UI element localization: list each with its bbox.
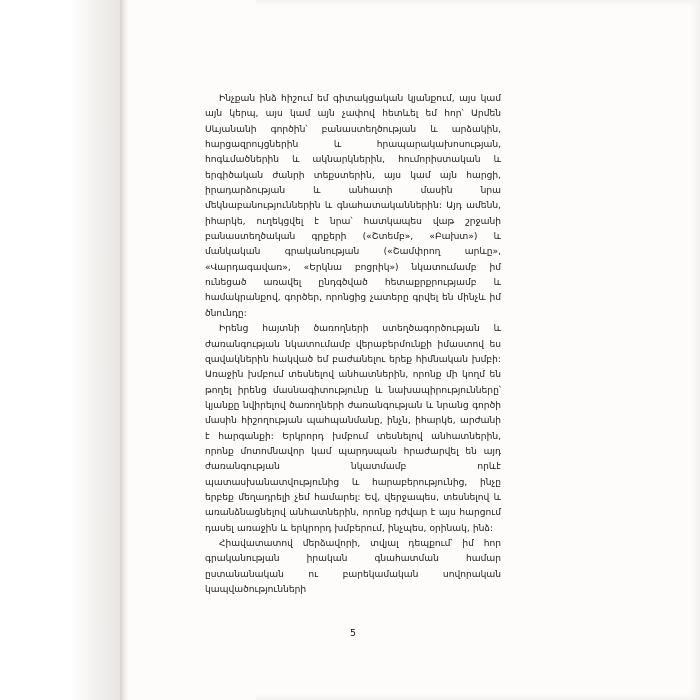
paragraph: Հիավատատով մերձավորի, տվյալ դեպքում՝ իմ հոր գրականության իրական գնահատման համար ըստանանական ու բարեկամական սովորական կապվածությունների: [205, 538, 501, 595]
paragraph: Իրենց հայտնի ծառողների ստեղծագործության և ժառանգության նկատումամբ վերաբերմունքի իմաստով ես զավակներին հակված եմ բաժանելու երեք հիմնական խմբի: Առաջին խմբում տեսնելով անհատներին, որոնք մի կողմ են թողել իրենց մասնագիտությունը և նախապիրությունները՝ կյանքը նվիրելով ծառողների ժառանգության և նրանց գործի մասին հիշողության պահպանմանը, ինչն, իհարկե, արժանի է հարգանքի: Երկրորդ խմբում տեսնելով անհատներին, որոնք մոտոմնավոր կամ պարդսպան հրաժարվել են այդ ժառանգության նկատմամբ որևէ պատասխանատվությունից և հարաբերությունից, ինչը երբեք մեղադրելի չեմ համարել: Եվ, վերջապես, տեսնելով և առանձնացնելով անհատներին, որոնք դժվար է այս հարցում դասել առաջին և երկրորդ խմբերում, ինչպես, օրինակ, ինձ:: [205, 324, 501, 534]
page-edge-bottom: [256, 694, 700, 700]
paragraph: Ինչքան ինձ հիշում եմ գիտակցական կյանքում, այս կամ այն կերպ, այս կամ այն չափով հետևել եմ հոր՝ Արմեն Սևյանանի գործին՝ բանաստեղծության և արձակին, հարցազրույցներին և հրապարակախոսության, հոգևմածներին և ակնարկներին, հումորիստական և երգիծական ժանրի տեքստերին, այս կամ այն հարցի, իրադարձության և անհատի մասին նրա մեկնաբանություններին և գնահատականներին: Այդ ամենն, իհարկե, ուղեկցվել է նրա՝ հատկապես վաթ շրջանի բանաստեղծական գրքերի («Շտեմբ», «Բախտ») և մանկական գրականության («Շամփրող արևը», «Վարդագավառ», «Երկնա բոցրիկ») նկատումամբ իմ ունեցած առավել ընդգծված հետաքրքրությամբ և համակրանքով, գործեր, որոնցից չատերը գրվել են մինչև իմ ծնունդը:: [205, 94, 501, 319]
page-number: 5: [349, 628, 357, 639]
page-edge-right: [690, 0, 700, 700]
body-text-block: [205, 92, 501, 598]
page-fold-edge: [120, 0, 128, 700]
page-edge-top: [256, 0, 700, 6]
book-spine-shadow: [0, 0, 122, 700]
